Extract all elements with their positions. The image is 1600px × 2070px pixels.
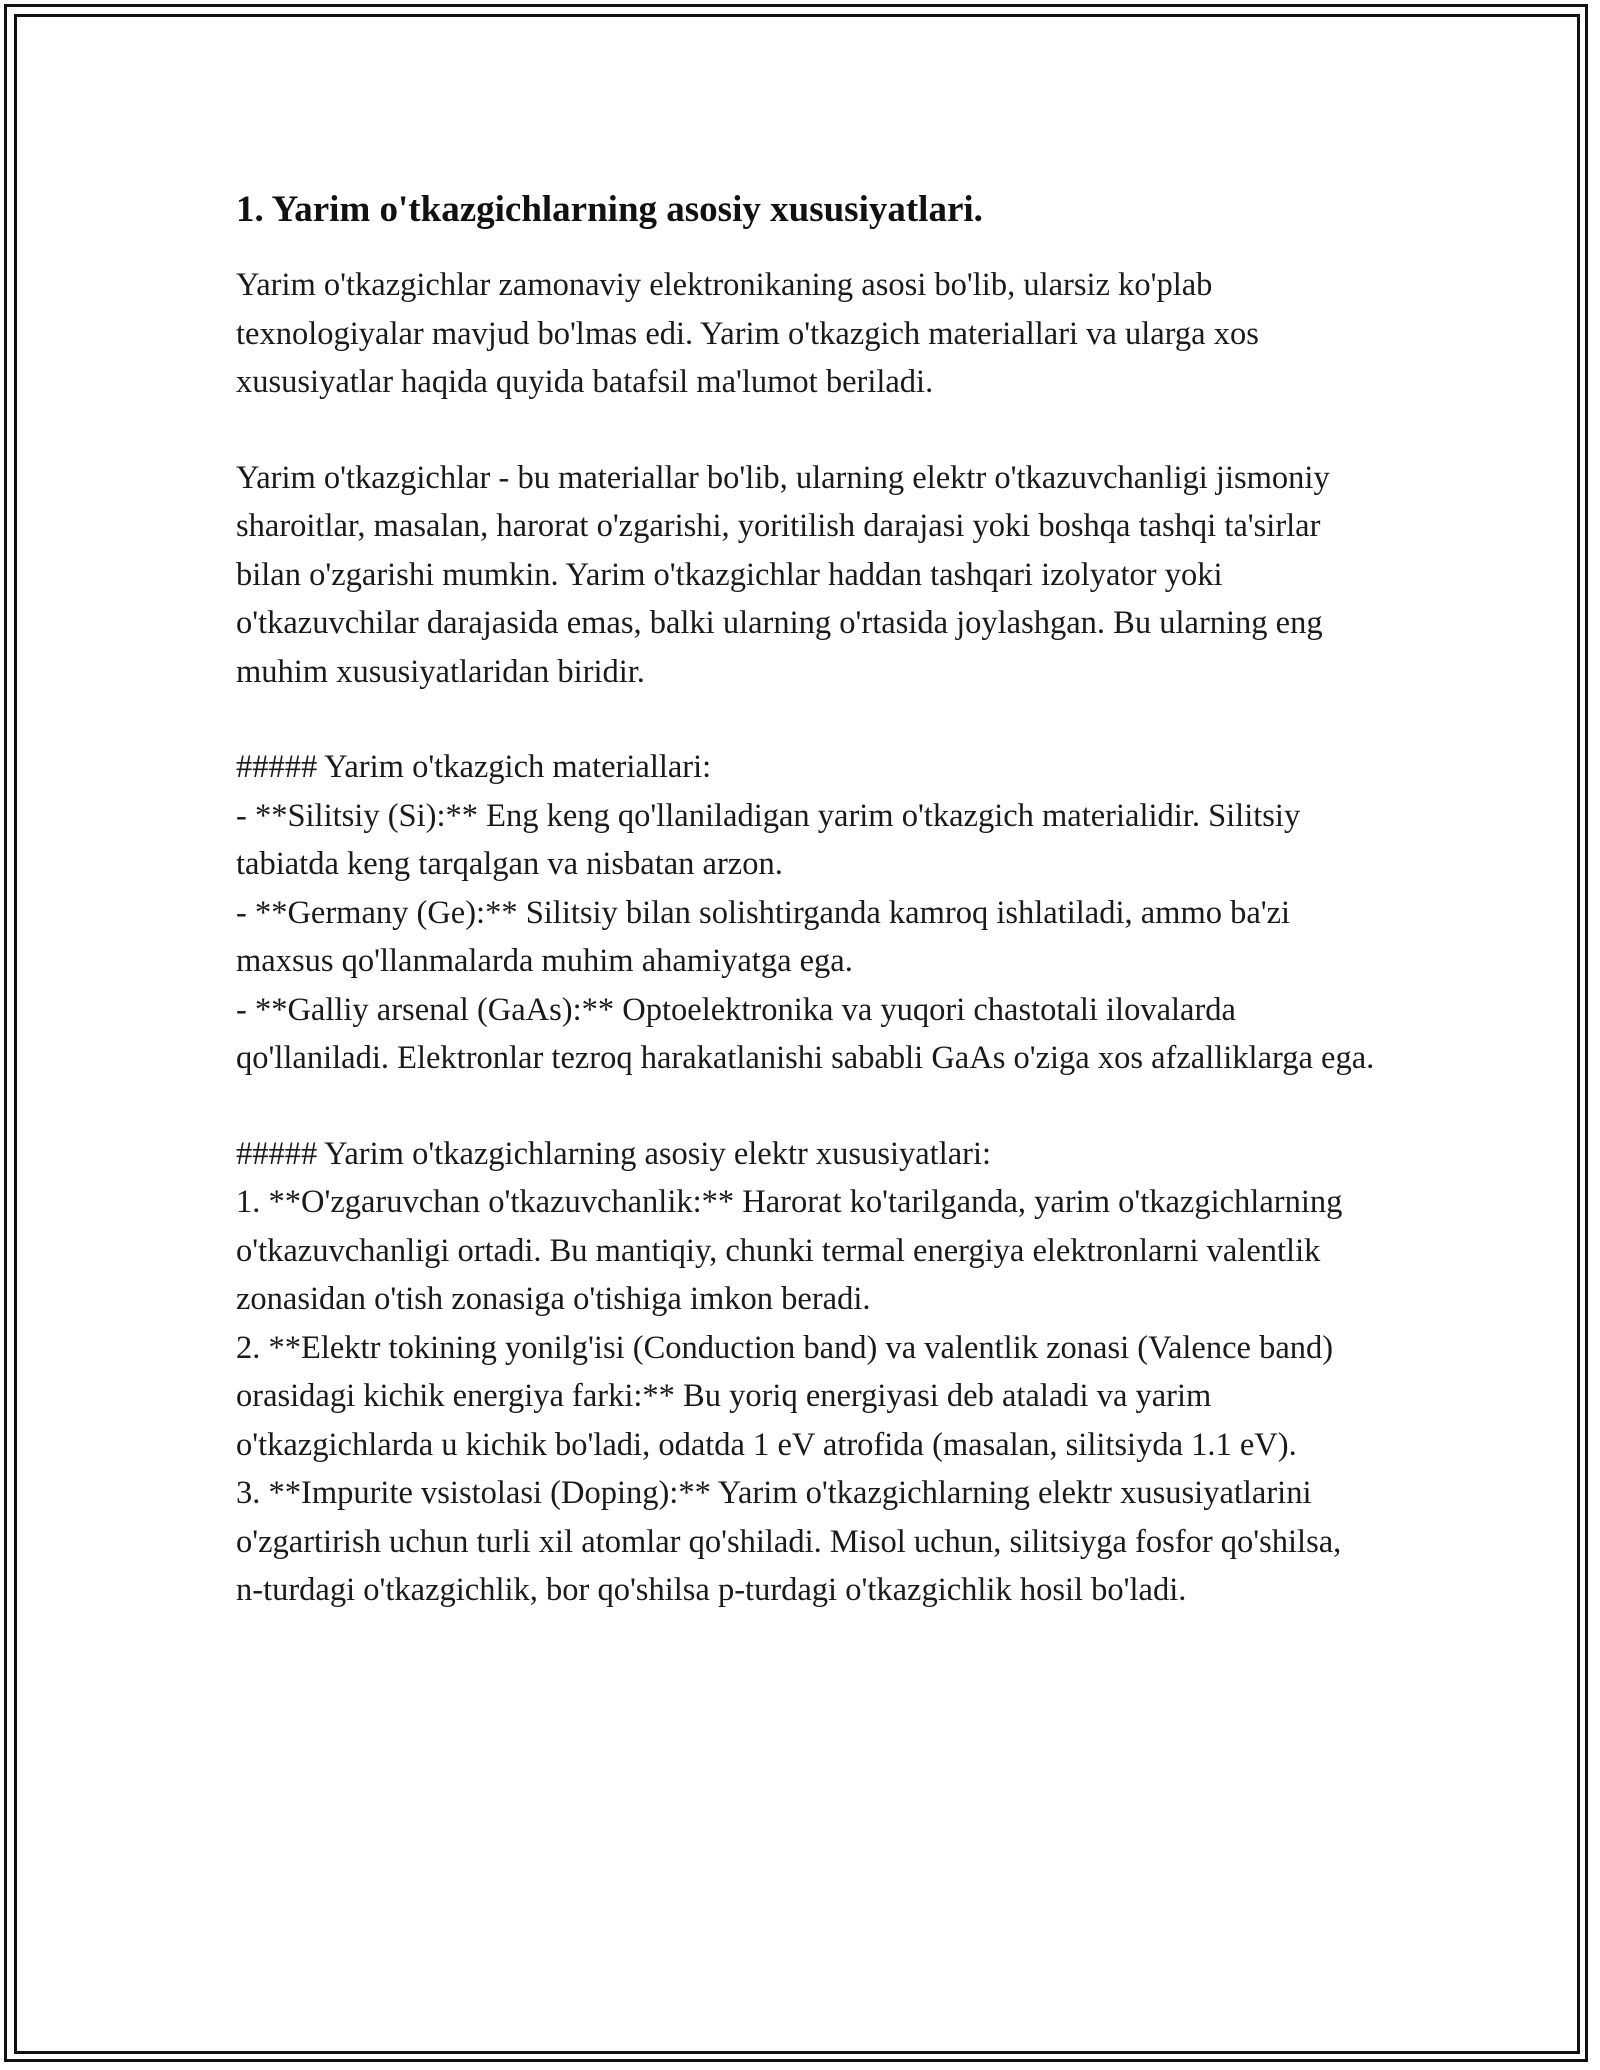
properties-heading: ##### Yarim o'tkazgichlarning asosiy elektr xususiyatlari: [236,1135,992,1172]
materials-heading: ##### Yarim o'tkazgich materiallari: [236,749,712,785]
document-body [236,185,1376,1662]
list-item: - **Galliy arsenal (GaAs):** Optoelektronika va yuqori chastotali ilovalarda qo'llaniladi. Elektronlar tezroq harakatlanishi sababli GaAs o'ziga xos afzalliklarga ega. [236,991,1375,1076]
properties-section [236,1130,1376,1615]
definition-paragraph: Yarim o'tkazgichlar - bu materiallar bo'lib, ularning elektr o'tkazuvchanligi jismoniy sharoitlar, masalan, harorat o'zgarishi, yoritilish darajasi yoki boshqa tashqi ta'sirlar bilan o'zgarishi mumkin. Yarim o'tkazgichlar haddan tashqari izolyator yoki o'tkazuvchilar darajasida emas, balki ularning o'rtasida joylashgan. Bu ularning eng muhim xususiyatlaridan biridir. [236,459,1330,690]
list-item: 2. **Elektr tokining yonilg'isi (Conduction band) va valentlik zonasi (Valence band) orasidagi kichik energiya farki:** Bu yoriq energiyasi deb ataladi va yarim o'tkazgichlarda u kichik bo'ladi, odatda 1 eV atrofida (masalan, silitsiyda 1.1 eV). [236,1329,1334,1463]
document-title: 1. Yarim o'tkazgichlarning asosiy xususiyatlari. [236,189,983,230]
list-item: - **Silitsiy (Si):** Eng keng qo'llaniladigan yarim o'tkazgich materialidir. Silitsiy tabiatda keng tarqalgan va nisbatan arzon. [236,797,1301,882]
list-item: 1. **O'zgaruvchan o'tkazuvchanlik:** Harorat ko'tarilganda, yarim o'tkazgichlarning o'tkazuvchanligi ortadi. Bu mantiqiy, chunki termal energiya elektronlarni valentlik zonasidan o'tish zonasiga o'tishiga imkon beradi. [236,1184,1343,1317]
materials-section [236,743,1376,1083]
intro-paragraph: Yarim o'tkazgichlar zamonaviy elektronikaning asosi bo'lib, ularsiz ko'plab texnologiyalar mavjud bo'lmas edi. Yarim o'tkazgich materiallari va ularga xos xususiyatlar haqida quyida batafsil ma'lumot beriladi. [236,267,1259,400]
list-item: 3. **Impurite vsistolasi (Doping):** Yarim o'tkazgichlarning elektr xususiyatlarini o'zgartirish uchun turli xil atomlar qo'shiladi. Misol uchun, silitsiyga fosfor qo'shilsa, n-turdagi o'tkazgichlik, bor qo'shilsa p-turdagi o'tkazgichlik hosil bo'ladi. [236,1475,1342,1608]
list-item: - **Germany (Ge):** Silitsiy bilan solishtirganda kamroq ishlatiladi, ammo ba'zi maxsus qo'llanmalarda muhim ahamiyatga ega. [236,894,1291,979]
